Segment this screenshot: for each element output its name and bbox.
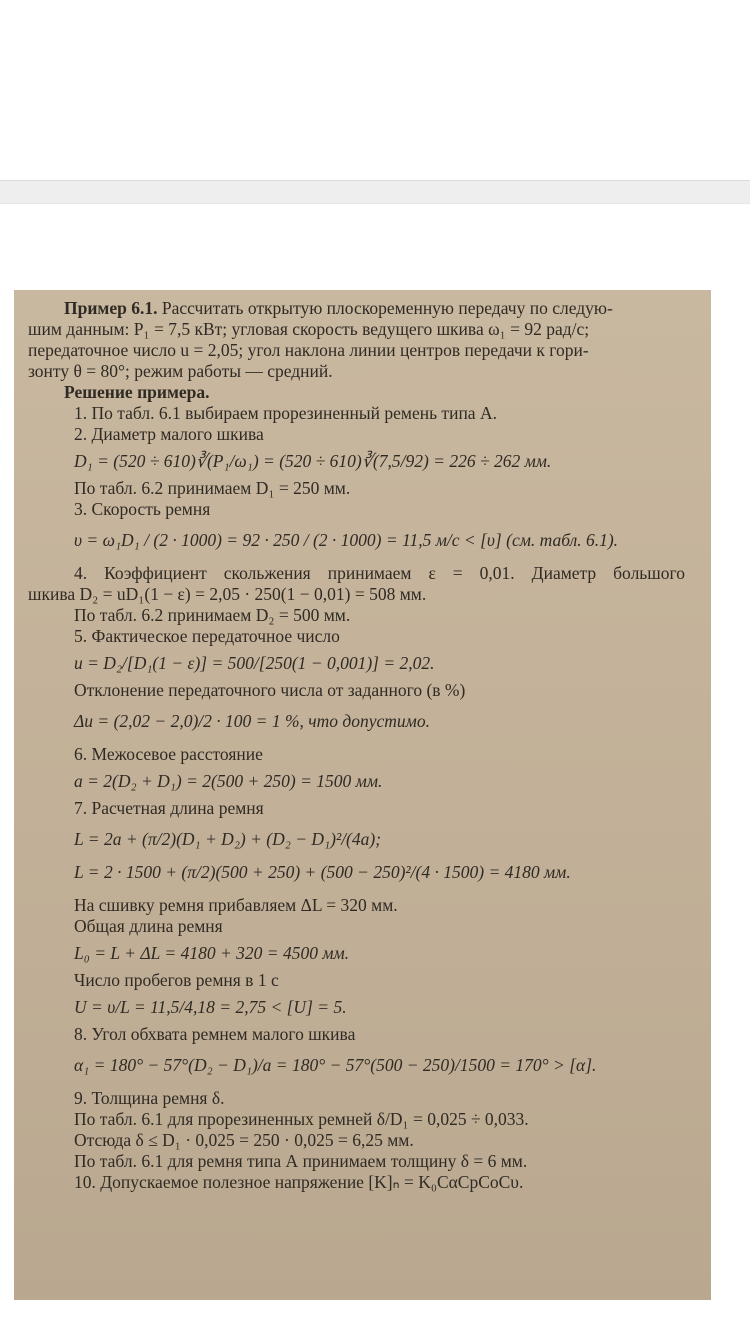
step-1: 1. По табл. 6.1 выбираем прорезиненный ремень типа А. — [74, 403, 497, 423]
intro-line-1 — [28, 298, 685, 319]
step-5-text: Отклонение передаточного числа от заданного (в %) — [74, 680, 466, 700]
step-7-text-2: Общая длина ремня — [74, 916, 223, 936]
step-5-formula-2: Δu = (2,02 − 2,0)/2 · 100 = 1 %, что допустимо. — [74, 711, 430, 731]
step-3-formula: υ = ω₁D₁ / (2 · 1000) = 92 · 250 / (2 · 1000) = 11,5 м/с < [υ] (см. табл. 6.1). — [74, 530, 619, 550]
step-9-text-3: По табл. 6.1 для ремня типа А принимаем толщину δ = 6 мм. — [74, 1151, 528, 1171]
step-7-heading: 7. Расчетная длина ремня — [74, 798, 264, 818]
intro-line-3: передаточное число u = 2,05; угол наклона линии центров передачи к гори- — [28, 340, 589, 360]
step-9-text-1: По табл. 6.1 для прорезиненных ремней δ/D₁ = 0,025 ÷ 0,033. — [74, 1109, 529, 1129]
step-7-formula-1: L = 2a + (π/2)(D₁ + D₂) + (D₂ − D₁)²/(4a); — [74, 829, 382, 849]
step-5-heading: 5. Фактическое передаточное число — [74, 626, 340, 646]
step-9-text-2: Отсюда δ ≤ D₁ · 0,025 = 250 · 0,025 = 6,25 мм. — [74, 1130, 414, 1150]
step-8-formula: α₁ = 180° − 57°(D₂ − D₁)/a = 180° − 57°(500 − 250)/1500 = 170° > [α]. — [74, 1055, 597, 1075]
example-title: Пример 6.1. — [64, 298, 158, 318]
step-9-heading: 9. Толщина ремня δ. — [74, 1088, 225, 1108]
step-6-heading: 6. Межосевое расстояние — [74, 744, 263, 764]
top-divider-bar — [0, 180, 750, 204]
step-5-formula: u = D₂/[D₁(1 − ε)] = 500/[250(1 − 0,001)] = 2,02. — [74, 653, 435, 673]
step-2-heading: 2. Диаметр малого шкива — [74, 424, 264, 444]
step-7-formula-4: U = υ/L = 11,5/4,18 = 2,75 < [U] = 5. — [74, 997, 347, 1017]
step-7-text-1: На сшивку ремня прибавляем ΔL = 320 мм. — [74, 895, 398, 915]
intro-line-4: зонту θ = 80°; режим работы — средний. — [28, 361, 333, 381]
step-10: 10. Допускаемое полезное напряжение [K]ₙ = K₀CαCpCoCυ. — [74, 1172, 524, 1192]
step-4-text: По табл. 6.2 принимаем D₂ = 500 мм. — [74, 605, 351, 625]
step-4-line-2: шкива D₂ = uD₁(1 − ε) = 2,05 · 250(1 − 0,01) = 508 мм. — [28, 584, 427, 604]
step-7-formula-2: L = 2 · 1500 + (π/2)(500 + 250) + (500 − 250)²/(4 · 1500) = 4180 мм. — [74, 862, 571, 882]
step-3-heading: 3. Скорость ремня — [74, 499, 211, 519]
step-8-heading: 8. Угол обхвата ремнем малого шкива — [74, 1024, 356, 1044]
solution-heading: Решение примера. — [64, 382, 210, 402]
step-7-formula-3: L₀ = L + ΔL = 4180 + 320 = 4500 мм. — [74, 943, 350, 963]
step-2-formula: D₁ = (520 ÷ 610)∛(P₁/ω₁) = (520 ÷ 610)∛(7,5/92) = 226 ÷ 262 мм. — [74, 451, 552, 471]
textbook-photo — [14, 290, 711, 1300]
textbook-page — [14, 290, 711, 1300]
intro-text-1: Рассчитать открытую плоскоременную передачу по следую- — [161, 298, 613, 318]
step-7-text-3: Число пробегов ремня в 1 с — [74, 970, 279, 990]
step-4-line-1: 4. Коэффициент скольжения принимаем ε = 0,01. Диаметр большого — [74, 563, 685, 583]
step-6-formula: a = 2(D₂ + D₁) = 2(500 + 250) = 1500 мм. — [74, 771, 383, 791]
step-2-text: По табл. 6.2 принимаем D₁ = 250 мм. — [74, 478, 351, 498]
intro-line-2: шим данным: P₁ = 7,5 кВт; угловая скорость ведущего шкива ω₁ = 92 рад/с; — [28, 319, 590, 339]
